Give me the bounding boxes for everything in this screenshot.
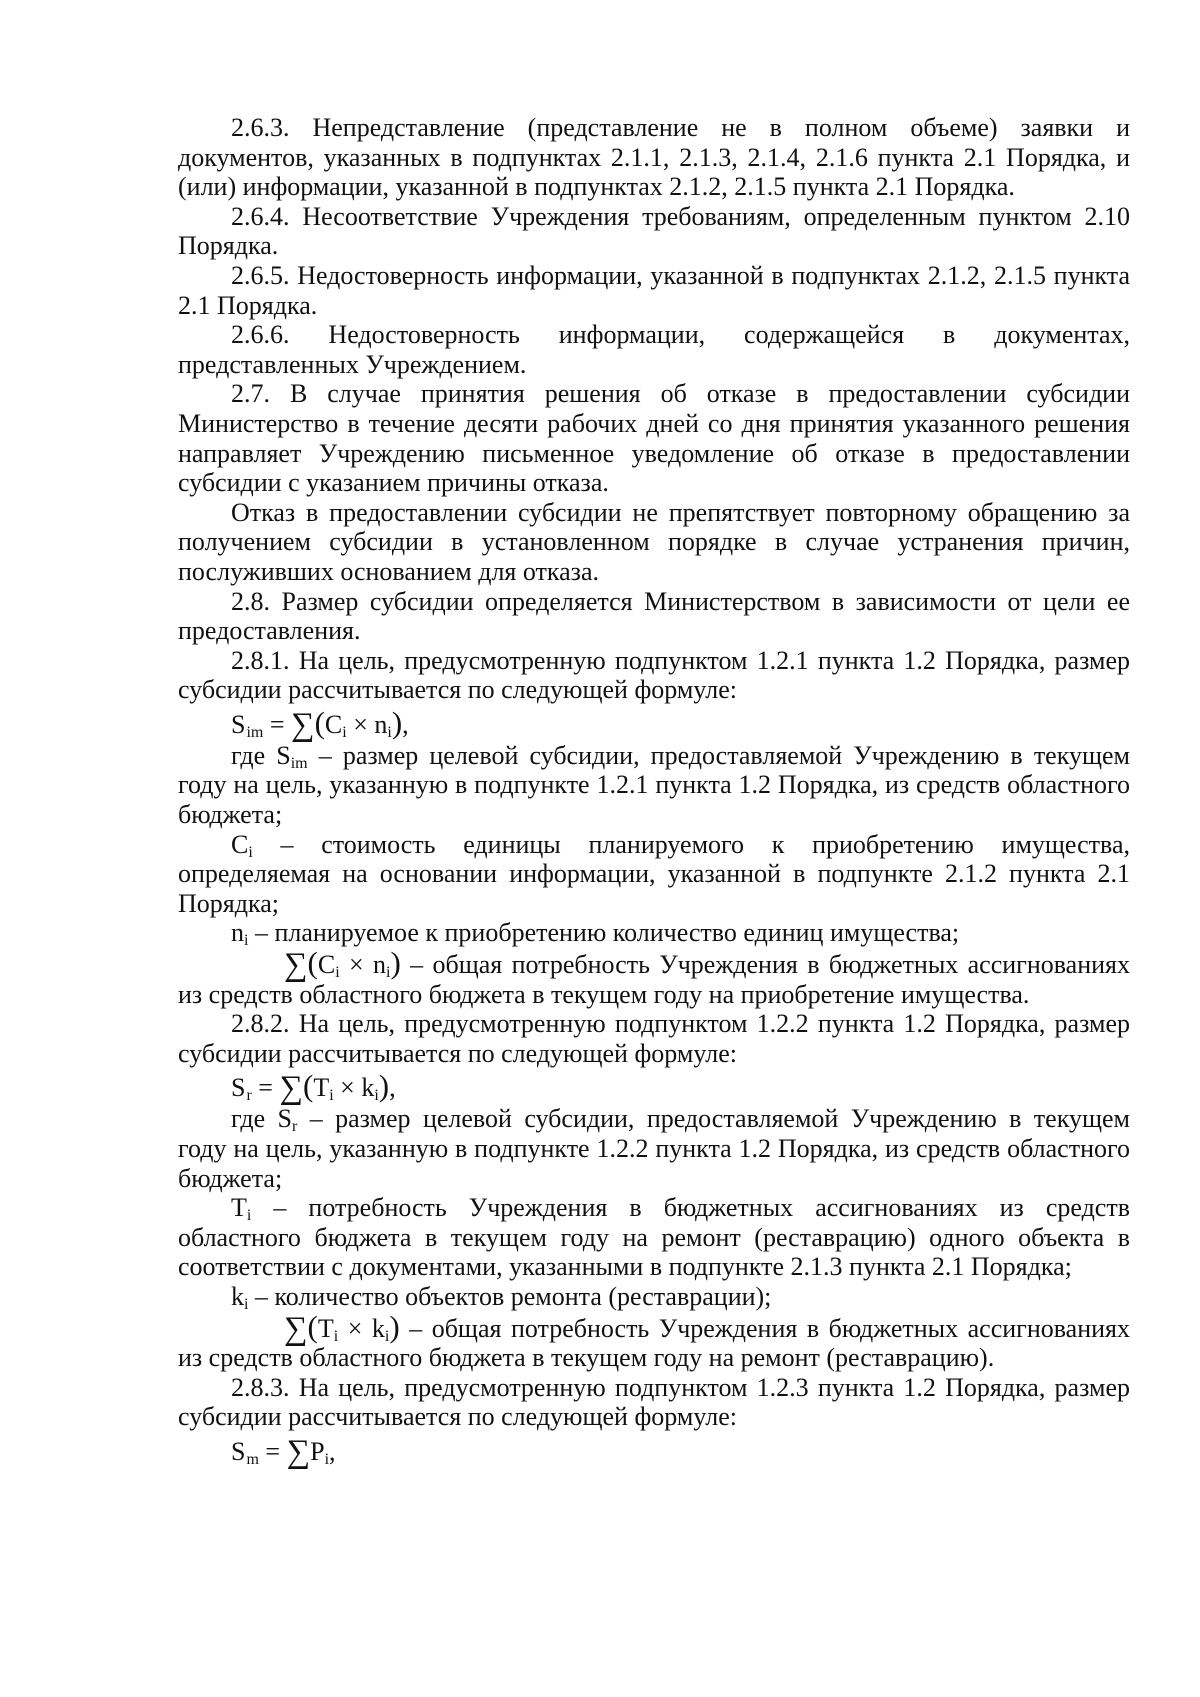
formula-var-c: C — [317, 950, 336, 980]
formula-var-p-sub: i — [324, 1450, 330, 1468]
formula-var-n-sub: i — [387, 723, 392, 741]
definition-t-i — [178, 1193, 1130, 1282]
sum-symbol: ∑ — [284, 1310, 308, 1347]
formula-var-p: P — [310, 1436, 325, 1466]
paragraph-2-6-5: 2.6.5. Недостоверность информации, указанной в подпунктах 2.1.2, 2.1.5 пункта 2.1 Порядка. — [178, 260, 1130, 320]
formula-var-k: k — [371, 1313, 385, 1343]
formula-var-n: n — [374, 709, 388, 739]
definition-text: – общая потребность Учреждения в бюджетных ассигнованиях из средств областного бюджета в текущем году на приобретение имущества. — [178, 950, 1131, 1009]
formula-end: , — [329, 1436, 336, 1466]
times-sign: × — [338, 1313, 372, 1343]
formula-var-c-sub: i — [342, 723, 347, 741]
formula-var-n: n — [373, 950, 387, 980]
definition-k-i — [178, 1282, 1130, 1312]
open-paren: ( — [314, 704, 325, 740]
times-sign: × — [346, 709, 375, 739]
times-sign: × — [333, 1073, 362, 1103]
formula-s-im — [178, 705, 1130, 741]
close-paren: ) — [391, 704, 403, 740]
formula-lhs-sub: im — [246, 723, 264, 741]
formula-eq: = — [251, 1073, 280, 1103]
definition-symbol: k — [231, 1281, 244, 1311]
definition-text: – планируемое к приобретению количество единиц имущества; — [248, 918, 960, 948]
definition-symbol: T — [231, 1193, 247, 1223]
formula-end: , — [402, 709, 409, 739]
formula-var-c-sub: i — [335, 964, 340, 982]
definition-text: – стоимость единицы планируемого к приобретению имущества, определяемая на основании информации, указанной в подпункте 2.1.2 пункта 2.1 Порядка; — [178, 829, 1130, 918]
paragraph-2-8-1: 2.8.1. На цель, предусмотренную подпунктом 1.2.1 пункта 1.2 Порядка, размер субсидии рассчитывается по следующей формуле: — [178, 645, 1130, 705]
formula-lhs-sub: m — [246, 1450, 259, 1468]
sum-symbol: ∑ — [284, 947, 308, 984]
definition-sub: i — [244, 932, 249, 950]
definition-prefix: где S — [231, 740, 291, 770]
sum-symbol: ∑ — [286, 1433, 311, 1470]
paragraph-2-8-3: 2.8.3. На цель, предусмотренную подпунктом 1.2.3 пункта 1.2 Порядка, размер субсидии рассчитывается по следующей формуле: — [178, 1372, 1130, 1432]
definition-sub: i — [244, 1295, 249, 1313]
paragraph-2-8-2: 2.8.2. На цель, предусмотренную подпунктом 1.2.2 пункта 1.2 Порядка, размер субсидии рассчитывается по следующей формуле: — [178, 1009, 1130, 1068]
definition-text: – размер целевой субсидии, предоставляемой Учреждению в текущем году на цель, указанную в подпункте 1.2.1 пункта 1.2 Порядка, из средств областного бюджета; — [178, 740, 1130, 830]
paragraph-2-7: 2.7. В случае принятия решения об отказе в предоставлении субсидии Министерство в течение десяти рабочих дней со дня принятия указанного решения направляет Учреждению письменное уведомление об отказе в предоставлении субсидии с указанием причины отказа. — [178, 379, 1130, 498]
formula-var-n-sub: i — [386, 964, 391, 982]
definition-text: – потребность Учреждения в бюджетных ассигнованиях из средств областного бюджета в текущем году на ремонт (реставрацию) одного объекта в соответствии с документами, указанными в подпункте 2.1.3 пункта 2.1 Порядка; — [178, 1193, 1130, 1282]
formula-var-c: C — [324, 709, 343, 739]
formula-lhs: S — [231, 1073, 247, 1103]
close-paren: ) — [389, 1308, 400, 1344]
formula-eq: = — [258, 1436, 287, 1466]
formula-var-t-sub: i — [329, 1087, 334, 1105]
definition-sub: r — [292, 1118, 298, 1136]
formula-s-r — [178, 1068, 1130, 1107]
definition-symbol: C — [231, 829, 249, 859]
formula-lhs: S — [231, 709, 247, 739]
paragraph-2-6-4: 2.6.4. Несоответствие Учреждения требованиям, определенным пунктом 2.10 Порядка. — [178, 201, 1130, 261]
definition-sub: im — [290, 754, 308, 772]
times-sign: × — [339, 950, 374, 980]
open-paren: ( — [307, 945, 318, 981]
formula-eq: = — [263, 709, 292, 739]
definition-text: – общая потребность Учреждения в бюджетных ассигнованиях из средств областного бюджета в текущем году на ремонт (реставрацию). — [178, 1313, 1130, 1373]
formula-var-k: k — [361, 1073, 375, 1103]
formula-var-k-sub: i — [384, 1327, 390, 1345]
formula-s-m — [178, 1432, 1130, 1468]
close-paren: ) — [390, 945, 401, 981]
definition-sub: i — [248, 843, 253, 861]
definition-sub: i — [246, 1207, 252, 1225]
formula-var-t: T — [317, 1313, 334, 1343]
definition-prefix: где S — [231, 1104, 292, 1134]
definition-text: – размер целевой субсидии, предоставляемой Учреждению в текущем году на цель, указанную в подпункте 1.2.2 пункта 1.2 Порядка, из средств областного бюджета; — [178, 1104, 1130, 1193]
formula-var-t: T — [313, 1073, 330, 1103]
formula-var-t-sub: i — [333, 1327, 339, 1345]
formula-lhs: S — [231, 1436, 247, 1466]
open-paren: ( — [307, 1308, 318, 1344]
paragraph-2-6-3: 2.6.3. Непредставление (представление не в полном объеме) заявки и документов, указанных в подпунктах 2.1.1, 2.1.3, 2.1.4, 2.1.6 пункта 2.1 Порядка, и (или) информации, указанной в подпунктах 2.1.2, 2.1.5 пункта 2.1 Порядка. — [178, 113, 1130, 202]
sum-symbol: ∑ — [291, 706, 315, 743]
definition-sum-2 — [178, 1308, 1130, 1373]
paragraph-2-6-6: 2.6.6. Недостоверность информации, содержащейся в документах, представленных Учреждением. — [178, 320, 1130, 379]
document-body — [178, 113, 1130, 1468]
definition-sum-1 — [178, 945, 1131, 1009]
formula-var-k-sub: i — [374, 1087, 379, 1105]
definition-s-r — [178, 1104, 1130, 1193]
definition-s-im — [178, 741, 1130, 830]
paragraph-2-8: 2.8. Размер субсидии определяется Министерством в зависимости от цели ее предоставления. — [178, 586, 1130, 646]
definition-text: – количество объектов ремонта (реставрации); — [248, 1281, 772, 1311]
formula-lhs-sub: r — [246, 1087, 252, 1105]
definition-symbol: n — [231, 918, 244, 948]
definition-c-i — [178, 830, 1130, 919]
paragraph-refusal: Отказ в предоставлении субсидии не препятствует повторному обращению за получением субсидии в установленном порядке в случае устранения причин, послуживших основанием для отказа. — [178, 497, 1130, 586]
open-paren: ( — [303, 1068, 314, 1104]
definition-n-i — [178, 918, 1130, 948]
formula-end: , — [389, 1073, 396, 1103]
close-paren: ) — [378, 1068, 390, 1104]
sum-symbol: ∑ — [279, 1070, 303, 1107]
